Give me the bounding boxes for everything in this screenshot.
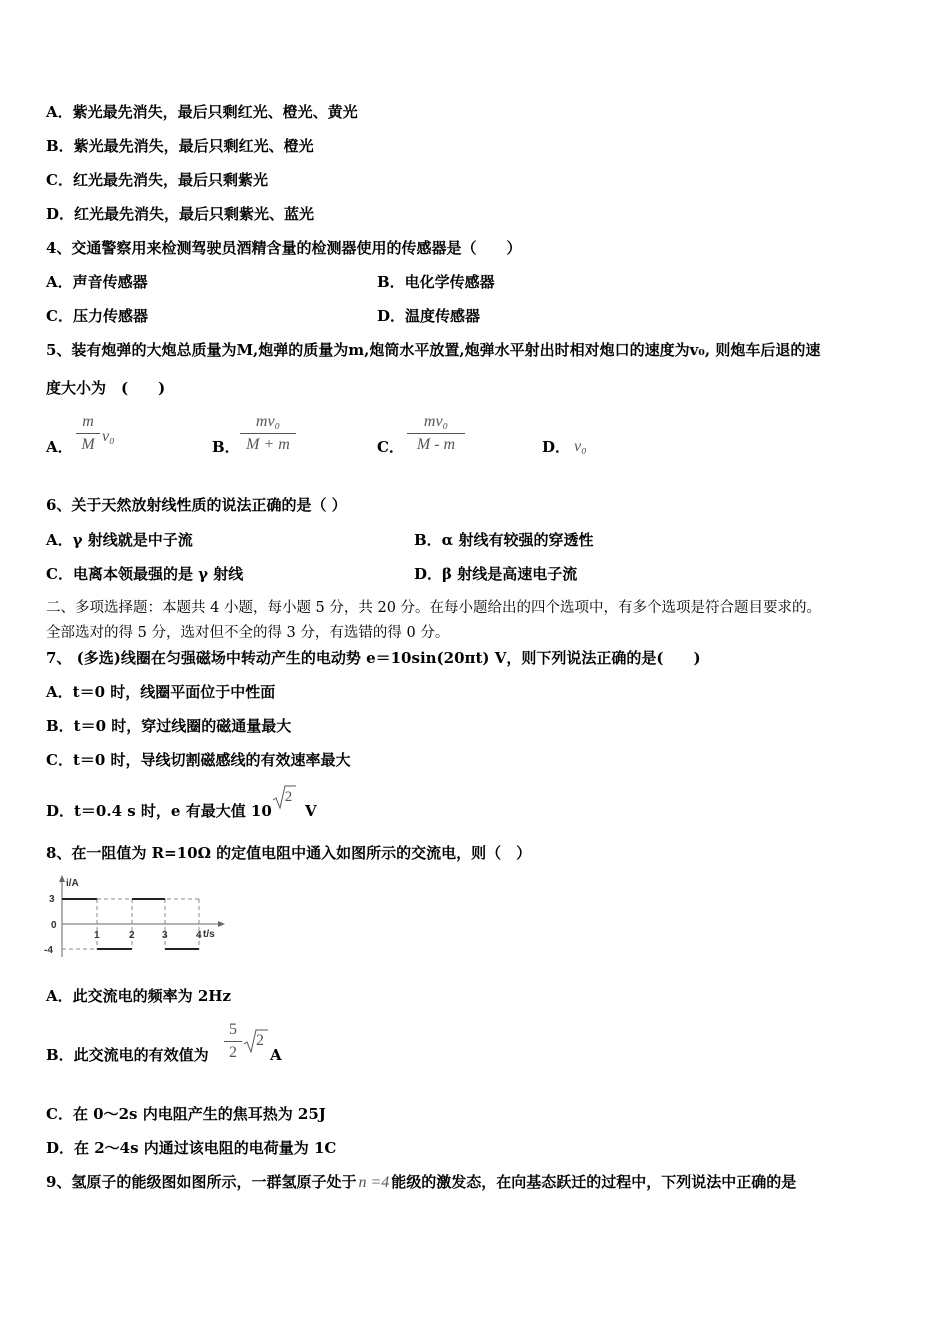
q5-option-c-label: C． xyxy=(377,438,404,456)
q8-b-fraction-bar xyxy=(224,1041,242,1042)
q5-option-b-label: B． xyxy=(212,438,240,456)
section2-line2: 全部选对的得 5 分，选对但不全的得 3 分，有选错的得 0 分。 xyxy=(46,625,450,641)
graph-y-label: i/A xyxy=(66,878,79,889)
q8-b-numerator: 5 xyxy=(229,1021,237,1038)
q5-d-velocity: v₀ xyxy=(574,438,587,455)
q7-option-a: A．t＝0 时，线圈平面位于中性面 xyxy=(46,683,276,701)
q5-c-denominator: M - m xyxy=(416,436,456,453)
q5-option-d-label: D． xyxy=(542,438,571,456)
q5-b-numerator: mv₀ xyxy=(255,413,281,430)
q7-stem: 7、 (多选)线圈在匀强磁场中转动产生的电动势 e＝10sin(20πt) V，则下列说法正确的是( ) xyxy=(46,649,701,667)
q7-d-unit: V xyxy=(305,802,317,820)
q7-d-text: D．t＝0.4 s 时，e 有最大值 10 xyxy=(46,802,272,820)
q5-stem-line2: 度大小为 ( ) xyxy=(46,379,166,397)
graph-x-tick-1: 1 xyxy=(94,930,100,941)
q5-option-b-fraction xyxy=(240,412,296,455)
graph-x-tick-4: 4 xyxy=(196,930,202,941)
q5-b-fraction-bar xyxy=(240,433,296,434)
q8-b-text: B．此交流电的有效值为 xyxy=(46,1046,209,1064)
q7-option-c: C．t＝0 时，导线切割磁感线的有效速率最大 xyxy=(46,751,351,769)
q8-b-fraction xyxy=(224,1020,242,1063)
q5-a-fraction-bar xyxy=(76,433,100,434)
q9-stem-pre: 9、氢原子的能级图如图所示，一群氢原子处于 xyxy=(46,1173,357,1191)
q7-d-sqrt-value: 2 xyxy=(284,789,293,805)
q4-option-a: A．声音传感器 xyxy=(46,273,148,291)
q4-stem: 4、交通警察用来检测驾驶员酒精含量的检测器使用的传感器是（ ） xyxy=(46,239,522,257)
q5-b-denominator: M + m xyxy=(246,436,290,453)
q8-b-denominator: 2 xyxy=(229,1044,237,1061)
q6-option-c: C．电离本领最强的是 γ 射线 xyxy=(46,565,244,583)
q9-stem-math: n =4 xyxy=(358,1174,390,1191)
q6-option-d: D．β 射线是高速电子流 xyxy=(414,565,578,583)
q9-stem xyxy=(46,1172,796,1193)
q7-option-d xyxy=(46,789,317,821)
graph-x-arrow-icon xyxy=(218,921,225,927)
q6-stem: 6、关于天然放射线性质的说法正确的是（ ） xyxy=(46,496,347,514)
q6-option-a: A．γ 射线就是中子流 xyxy=(46,531,193,549)
q3-option-d: D．红光最先消失，最后只剩紫光、蓝光 xyxy=(46,205,315,223)
q5-option-a-label: A． xyxy=(46,438,73,456)
graph-x-label: t/s xyxy=(203,929,215,940)
q3-option-c: C．红光最先消失，最后只剩紫光 xyxy=(46,171,268,189)
graph-x-tick-2: 2 xyxy=(129,930,135,941)
q6-option-b: B．α 射线有较强的穿透性 xyxy=(414,531,594,549)
graph-y-tick-neg4: -4 xyxy=(44,945,53,956)
q7-d-sqrt xyxy=(272,789,296,816)
q8-current-graph xyxy=(42,873,232,963)
q8-b-sqrt-value: 2 xyxy=(256,1032,264,1049)
section2-line1: 二、多项选择题：本题共 4 小题，每小题 5 分，共 20 分。在每小题给出的四个选项中，有多个选项是符合题目要求的。 xyxy=(46,600,822,616)
q3-option-b: B．紫光最先消失，最后只剩红光、橙光 xyxy=(46,137,314,155)
q5-a-numerator: m xyxy=(82,413,94,430)
graph-x-tick-3: 3 xyxy=(162,930,168,941)
q9-stem-post: 能级的激发态，在向基态跃迁的过程中，下列说法中正确的是 xyxy=(391,1173,797,1191)
q5-c-numerator: mv₀ xyxy=(423,413,449,430)
q4-option-c: C．压力传感器 xyxy=(46,307,148,325)
q8-b-unit: A xyxy=(270,1046,282,1064)
q4-option-d: D．温度传感器 xyxy=(377,307,481,325)
q5-a-denominator: M xyxy=(81,436,95,453)
q5-a-velocity: v₀ xyxy=(102,428,115,445)
graph-y-tick-3: 3 xyxy=(49,894,55,905)
q5-stem-line1: 5、装有炮弹的大炮总质量为M,炮弹的质量为m,炮筒水平放置,炮弹水平射出时相对炮口的速度为v₀, 则炮车后退的速 xyxy=(46,341,821,359)
q8-option-a: A．此交流电的频率为 2Hz xyxy=(46,987,231,1005)
graph-y-tick-0: 0 xyxy=(51,920,57,931)
q8-option-b xyxy=(46,1045,209,1065)
graph-y-arrow-icon xyxy=(59,875,65,882)
q5-option-a-fraction xyxy=(76,412,100,455)
q3-option-a: A．紫光最先消失，最后只剩红光、橙光、黄光 xyxy=(46,103,358,121)
q8-stem: 8、在一阻值为 R=10Ω 的定值电阻中通入如图所示的交流电，则（ ） xyxy=(46,844,532,862)
q4-option-b: B．电化学传感器 xyxy=(377,273,495,291)
q7-option-b: B．t＝0 时，穿过线圈的磁通量最大 xyxy=(46,717,292,735)
q8-option-c: C．在 0～2s 内电阻产生的焦耳热为 25J xyxy=(46,1105,326,1123)
q5-c-fraction-bar xyxy=(407,433,465,434)
q8-option-d: D．在 2～4s 内通过该电阻的电荷量为 1C xyxy=(46,1139,337,1157)
q5-option-c-fraction xyxy=(407,412,465,455)
